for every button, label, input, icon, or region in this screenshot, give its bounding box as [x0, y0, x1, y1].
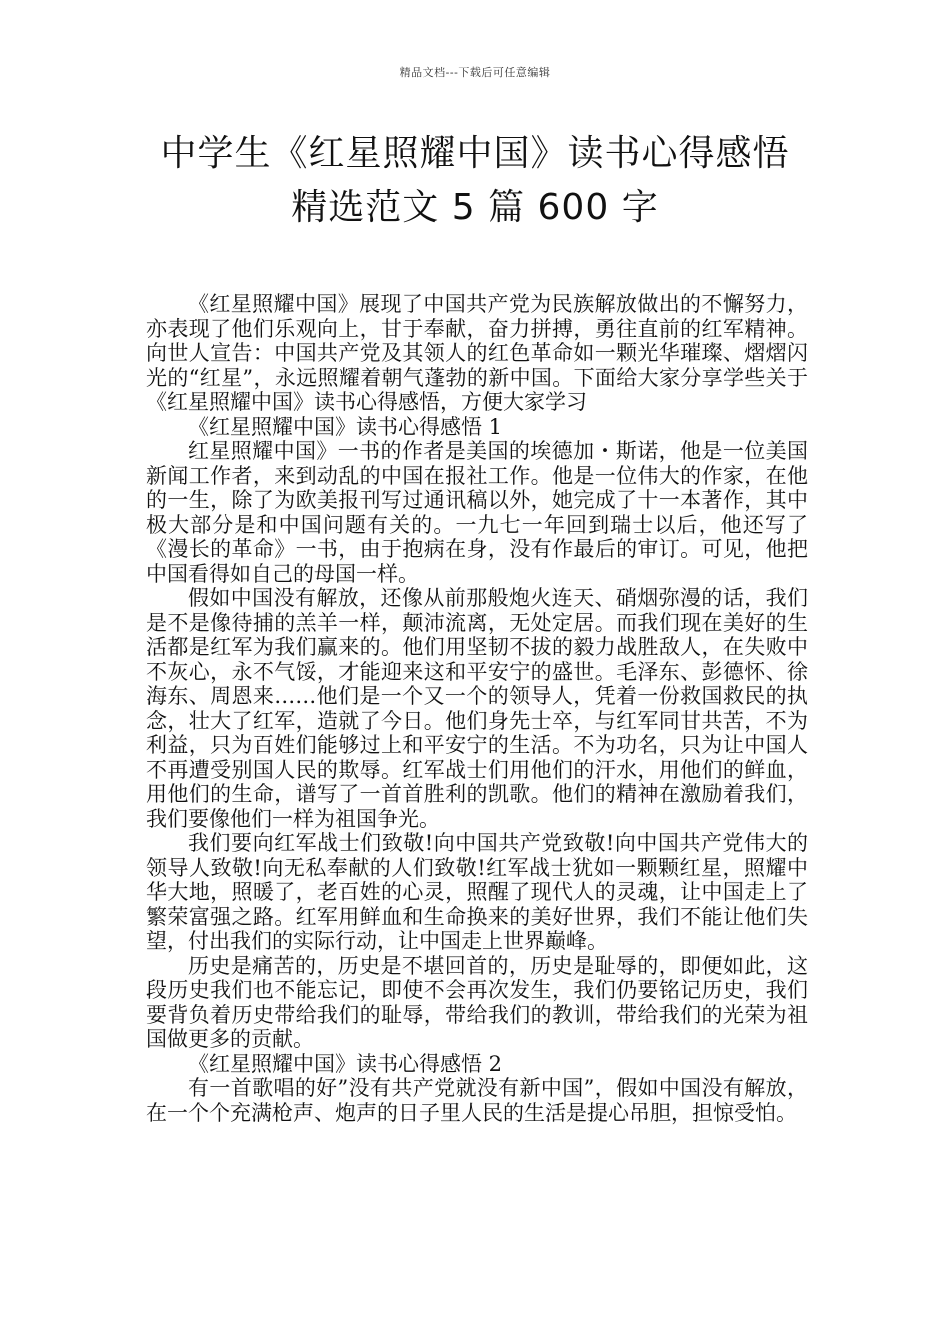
body-paragraph: 红星照耀中国》一书的作者是美国的埃德加・斯诺，他是一位美国新闻工作者，来到动乱的中国在报社工作。他是一位伟大的作家，在他的一生，除了为欧美报刊写过通讯稿以外，她完成了十一本著作，其中极大部分是和中国问题有关的。一九七一年回到瑞士以后，他还写了《漫长的革命》一书，由于抱病在身，没有作最后的审订。可见，他把中国看得如自己的母国一样。 [146, 439, 808, 586]
document-body [146, 292, 808, 1125]
section-heading-1: 《红星照耀中国》读书心得感悟 1 [188, 414, 503, 439]
title-line-2: 精选范文 5 篇 600 字 [291, 187, 659, 228]
document-title [80, 127, 870, 235]
intro-paragraph: 《红星照耀中国》展现了中国共产党为民族解放做出的不懈努力，亦表现了他们乐观向上，甘于奉献，奋力拼搏，勇往直前的红军精神。向世人宣告：中国共产党及其领人的红色革命如一颗光华璀璨、熠熠闪光的“红星”，永远照耀着朝气蓬勃的新中国。下面给大家分享学些关于《红星照耀中国》读书心得感悟，方便大家学习 [146, 292, 808, 414]
header-note: 精品文档---下载后可任意编辑 [399, 66, 551, 79]
body-paragraph: 我们要向红军战士们致敬!向中国共产党致敬!向中国共产党伟大的领导人致敬!向无私奉献的人们致敬!红军战士犹如一颗颗红星，照耀中华大地，照暖了，老百姓的心灵，照醒了现代人的灵魂，让中国走上了繁荣富强之路。红军用鲜血和生命换来的美好世界，我们不能让他们失望，付出我们的实际行动，让中国走上世界巅峰。 [146, 831, 808, 953]
section-heading-2: 《红星照耀中国》读书心得感悟 2 [188, 1051, 503, 1076]
body-paragraph: 假如中国没有解放，还像从前那般炮火连天、硝烟弥漫的话，我们是不是像待捕的羔羊一样，颠沛流离，无处定居。而我们现在美好的生活都是红军为我们赢来的。他们用坚韧不拔的毅力战胜敌人，在失败中不灰心，永不气馁，才能迎来这和平安宁的盛世。毛泽东、彭德怀、徐海东、周恩来……他们是一个又一个的领导人，凭着一份救国救民的执念，壮大了红军，造就了今日。他们身先士卒，与红军同甘共苦，不为利益，只为百姓们能够过上和平安宁的生活。不为功名，只为让中国人不再遭受别国人民的欺辱。红军战士们用他们的汗水，用他们的鲜血，用他们的生命，谱写了一首首胜利的凯歌。他们的精神在激励着我们，我们要像他们一样为祖国争光。 [146, 586, 808, 831]
body-paragraph: 历史是痛苦的，历史是不堪回首的，历史是耻辱的，即便如此，这段历史我们也不能忘记，即使不会再次发生，我们仍要铭记历史，我们要背负着历史带给我们的耻辱，带给我们的教训，带给我们的光荣为祖国做更多的贡献。 [146, 953, 808, 1051]
body-paragraph: 有一首歌唱的好”没有共产党就没有新中国”，假如中国没有解放，在一个个充满枪声、炮声的日子里人民的生活是提心吊胆，担惊受怕。 [146, 1076, 808, 1125]
title-line-1: 中学生《红星照耀中国》读书心得感悟 [160, 133, 790, 174]
